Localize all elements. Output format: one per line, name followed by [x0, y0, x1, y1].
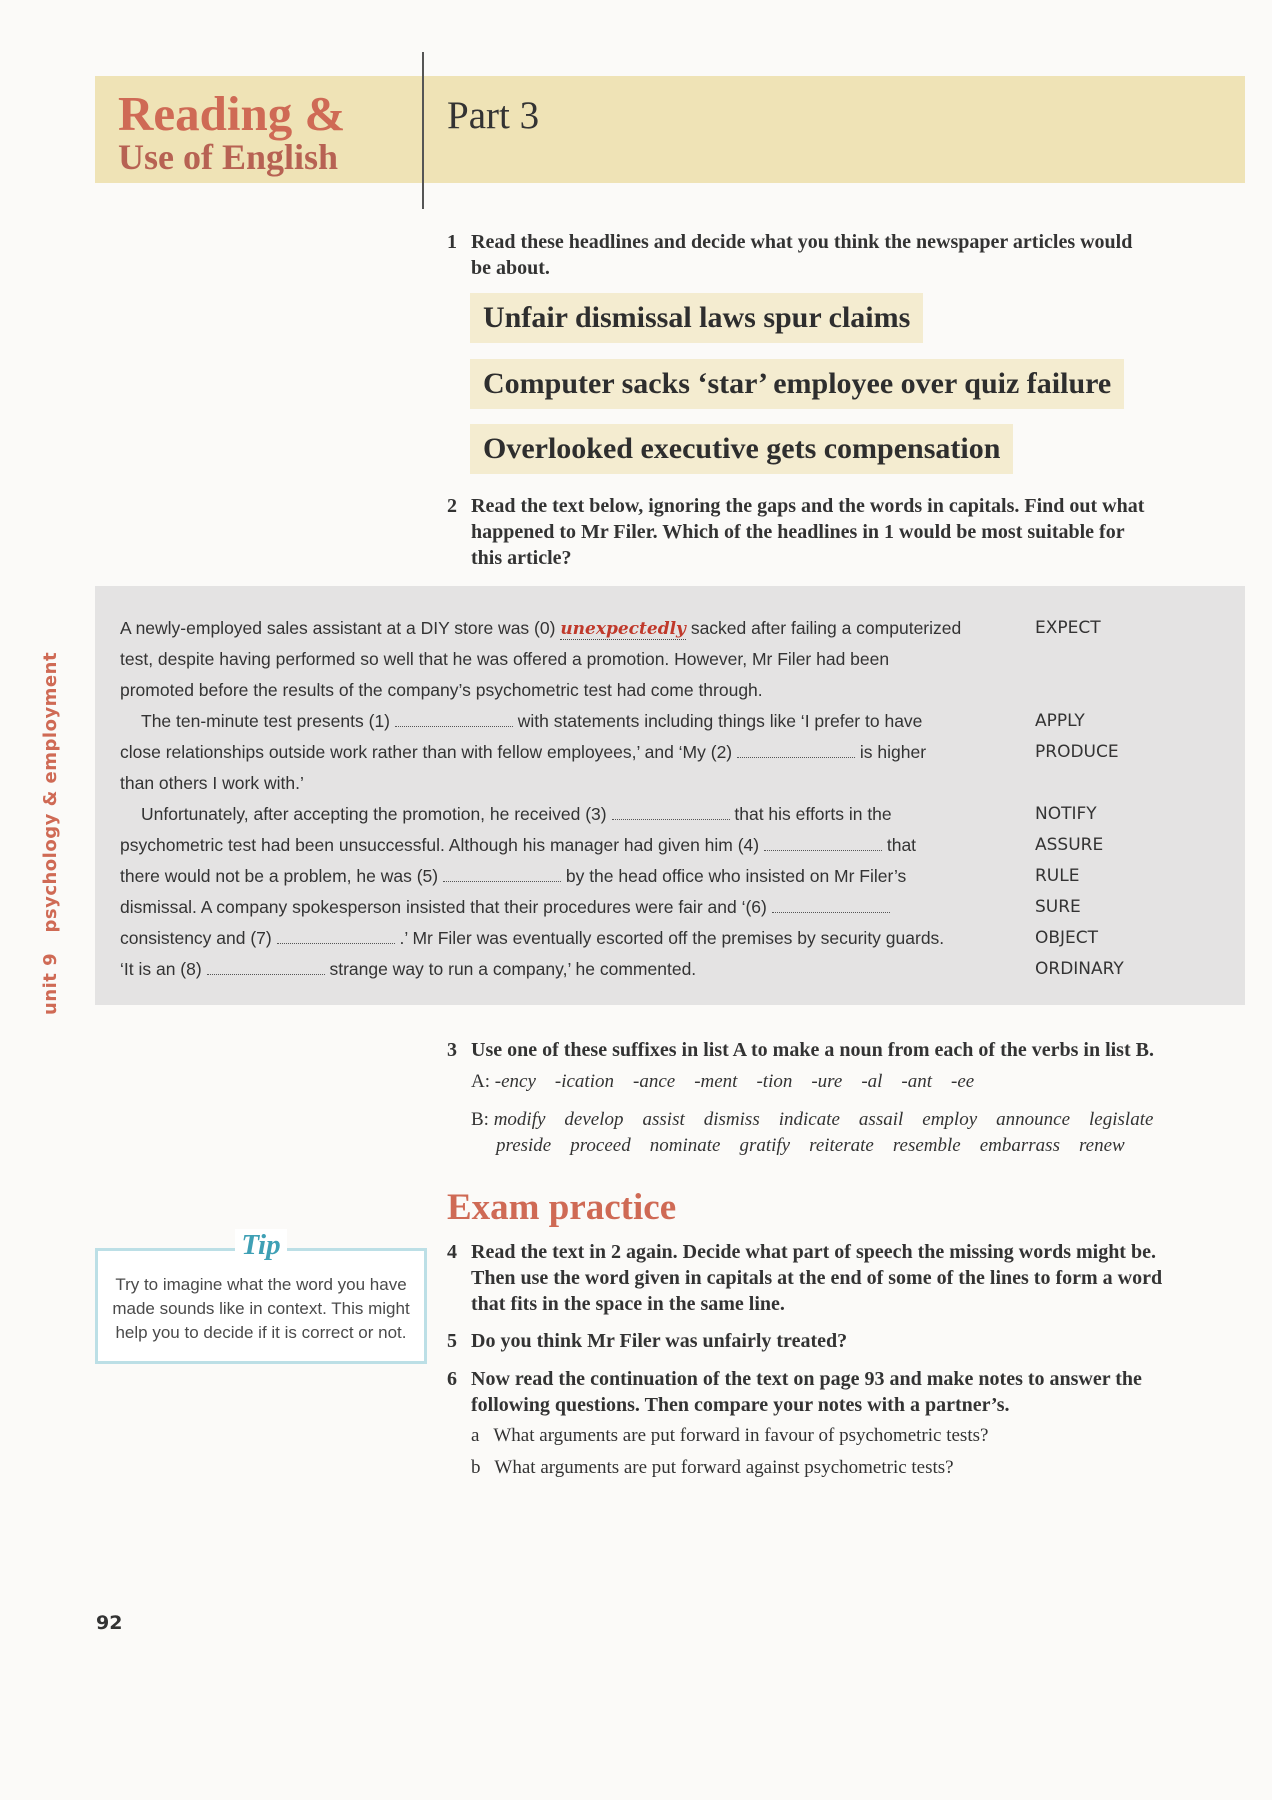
list-item: -al	[861, 1071, 883, 1092]
question-text-line: be about.	[471, 257, 550, 279]
tip-text-line: made sounds like in context. This might	[112, 1299, 410, 1318]
capital-word: SURE	[1035, 897, 1081, 917]
headline-1: Unfair dismissal laws spur claims	[470, 293, 923, 343]
article-text: strange way to run a company,’ he commented.	[329, 959, 697, 979]
question-text-line: Read these headlines and decide what you think the newspaper articles would	[471, 231, 1133, 253]
tip-text-line: help you to decide if it is correct or not.	[115, 1323, 407, 1342]
question-text-line: following questions. Then compare your notes with a partner’s.	[471, 1394, 1010, 1416]
article-text: The ten-minute test presents (1)	[141, 711, 390, 731]
headline-2: Computer sacks ‘star’ employee over quiz failure	[470, 359, 1124, 409]
question-6-sub-b	[471, 1455, 954, 1481]
question-number: 1	[447, 231, 457, 253]
list-item: -tion	[756, 1071, 793, 1092]
capital-word: ASSURE	[1035, 835, 1104, 855]
article-text: that his efforts in the	[734, 804, 892, 824]
gap-8[interactable]	[207, 960, 325, 975]
article-text: that	[886, 835, 917, 855]
list-item: develop	[564, 1109, 624, 1130]
question-number: 6	[447, 1368, 457, 1390]
article-text: close relationships outside work rather than with fellow employees,’ and ‘My (2)	[120, 742, 733, 762]
question-text-line: Then use the word given in capitals at the end of some of the lines to form a word	[471, 1267, 1163, 1289]
part-title: Part 3	[447, 94, 540, 137]
list-item: -ance	[633, 1071, 676, 1092]
question-number: 3	[447, 1039, 457, 1061]
article-text: dismissal. A company spokesperson insisted that their procedures were fair and ‘(6)	[120, 897, 767, 917]
sub-text: What arguments are put forward against psychometric tests?	[494, 1457, 954, 1478]
list-item: dismiss	[703, 1109, 760, 1130]
list-item: announce	[996, 1109, 1071, 1130]
list-item: legislate	[1089, 1109, 1154, 1130]
exam-practice-heading: Exam practice	[447, 1187, 677, 1228]
list-item: -ee	[951, 1071, 975, 1092]
question-text: Use one of these suffixes in list A to make a noun from each of the verbs in list B.	[471, 1039, 1154, 1061]
tip-title	[98, 1229, 424, 1262]
article-line: test, despite having performed so well that he was offered a promotion. However, Mr Filer had been	[120, 649, 890, 669]
question-text-line: Now read the continuation of the text on page 93 and make notes to answer the	[471, 1368, 1142, 1390]
article-line	[141, 706, 922, 737]
capital-word: EXPECT	[1035, 618, 1101, 638]
list-item: gratify	[739, 1135, 791, 1156]
question-number: 4	[447, 1241, 457, 1263]
capital-word: APPLY	[1035, 711, 1085, 731]
question-text: Do you think Mr Filer was unfairly treated?	[471, 1330, 848, 1352]
list-item: assist	[642, 1109, 685, 1130]
capital-word: RULE	[1035, 866, 1080, 886]
article-line: than others I work with.’	[120, 773, 304, 793]
list-item: -ency	[494, 1071, 536, 1092]
article-line	[120, 954, 696, 985]
example-answer: unexpectedly	[560, 619, 686, 639]
header-divider	[422, 52, 424, 209]
list-item: nominate	[649, 1135, 721, 1156]
gap-5[interactable]	[443, 867, 561, 882]
gap-3[interactable]	[612, 805, 730, 820]
list-item: preside	[496, 1135, 552, 1156]
article-line	[141, 799, 892, 830]
question-5	[447, 1328, 1247, 1356]
sub-label: b	[471, 1457, 481, 1478]
list-label: B:	[471, 1109, 489, 1130]
list-item: indicate	[778, 1109, 840, 1130]
article-text: .’ Mr Filer was eventually escorted off the premises by security guards.	[399, 928, 945, 948]
sub-text: What arguments are put forward in favour of psychometric tests?	[493, 1425, 989, 1446]
article-line	[120, 861, 906, 892]
article-line	[120, 892, 890, 923]
list-item: modify	[493, 1109, 546, 1130]
question-number: 5	[447, 1330, 457, 1352]
page-number: 92	[96, 1612, 123, 1634]
article-text: is higher	[859, 742, 927, 762]
question-1	[447, 229, 1237, 283]
question-4	[447, 1239, 1247, 1319]
list-item: proceed	[570, 1135, 631, 1156]
gap-6[interactable]	[772, 898, 890, 913]
article-text: Unfortunately, after accepting the promotion, he received (3)	[141, 804, 607, 824]
article-line	[120, 830, 916, 861]
capital-word: PRODUCE	[1035, 742, 1119, 762]
capital-word: ORDINARY	[1035, 959, 1124, 979]
question-text-line: that fits in the space in the same line.	[471, 1293, 785, 1315]
article-text: A newly-employed sales assistant at a DIY store was (0)	[120, 618, 556, 638]
question-6	[447, 1366, 1247, 1420]
question-6-sub-a	[471, 1423, 988, 1449]
list-item: reiterate	[809, 1135, 874, 1156]
question-number: 2	[447, 495, 457, 517]
list-label: A:	[471, 1071, 490, 1092]
list-item: -ant	[901, 1071, 933, 1092]
list-item: -ure	[811, 1071, 843, 1092]
section-title: Reading &	[118, 86, 346, 141]
article-text: consistency and (7)	[120, 928, 272, 948]
tip-box	[95, 1229, 427, 1364]
list-item: renew	[1078, 1135, 1125, 1156]
list-item: embarrass	[979, 1135, 1060, 1156]
unit-label: unit 9 psychology & employment	[40, 651, 61, 1015]
gap-7[interactable]	[277, 929, 395, 944]
article-line	[120, 923, 944, 954]
article-text: ‘It is an (8)	[120, 959, 202, 979]
list-item: -ment	[694, 1071, 738, 1092]
suffix-list-a	[471, 1069, 974, 1095]
verb-list-b-row2	[496, 1133, 1125, 1159]
section-subtitle: Use of English	[118, 137, 339, 177]
headline-3: Overlooked executive gets compensation	[470, 424, 1013, 474]
article-text: psychometric test had been unsuccessful. Although his manager had given him (4)	[120, 835, 760, 855]
tip-text-line: Try to imagine what the word you have	[115, 1275, 407, 1294]
list-item: -ication	[554, 1071, 614, 1092]
list-item: employ	[922, 1109, 978, 1130]
article-text: by the head office who insisted on Mr Filer’s	[565, 866, 907, 886]
verb-list-b	[471, 1107, 1153, 1133]
list-item: resemble	[892, 1135, 961, 1156]
capital-word: OBJECT	[1035, 928, 1099, 948]
gap-4[interactable]	[764, 836, 882, 851]
capital-word: NOTIFY	[1035, 804, 1097, 824]
question-text-line: happened to Mr Filer. Which of the headlines in 1 would be most suitable for	[471, 521, 1125, 543]
article-text: there would not be a problem, he was (5)	[120, 866, 439, 886]
question-text-line: Read the text in 2 again. Decide what part of speech the missing words might be.	[471, 1241, 1156, 1263]
gap-2[interactable]	[737, 743, 855, 758]
tip-title-text: Tip	[235, 1229, 286, 1261]
question-text-line: this article?	[471, 547, 572, 569]
article-line: promoted before the results of the company’s psychometric test had come through.	[120, 680, 763, 700]
list-item: assail	[858, 1109, 904, 1130]
tip-text	[108, 1273, 414, 1345]
question-3	[447, 1037, 1247, 1065]
gap-1[interactable]	[395, 712, 513, 727]
article-text: with statements including things like ‘I prefer to have	[517, 711, 923, 731]
article-line	[120, 737, 926, 768]
article-text: sacked after failing a computerized	[690, 618, 962, 638]
question-2	[447, 493, 1237, 573]
sub-label: a	[471, 1425, 480, 1446]
article-line	[120, 613, 961, 645]
question-text-line: Read the text below, ignoring the gaps and the words in capitals. Find out what	[471, 495, 1145, 517]
